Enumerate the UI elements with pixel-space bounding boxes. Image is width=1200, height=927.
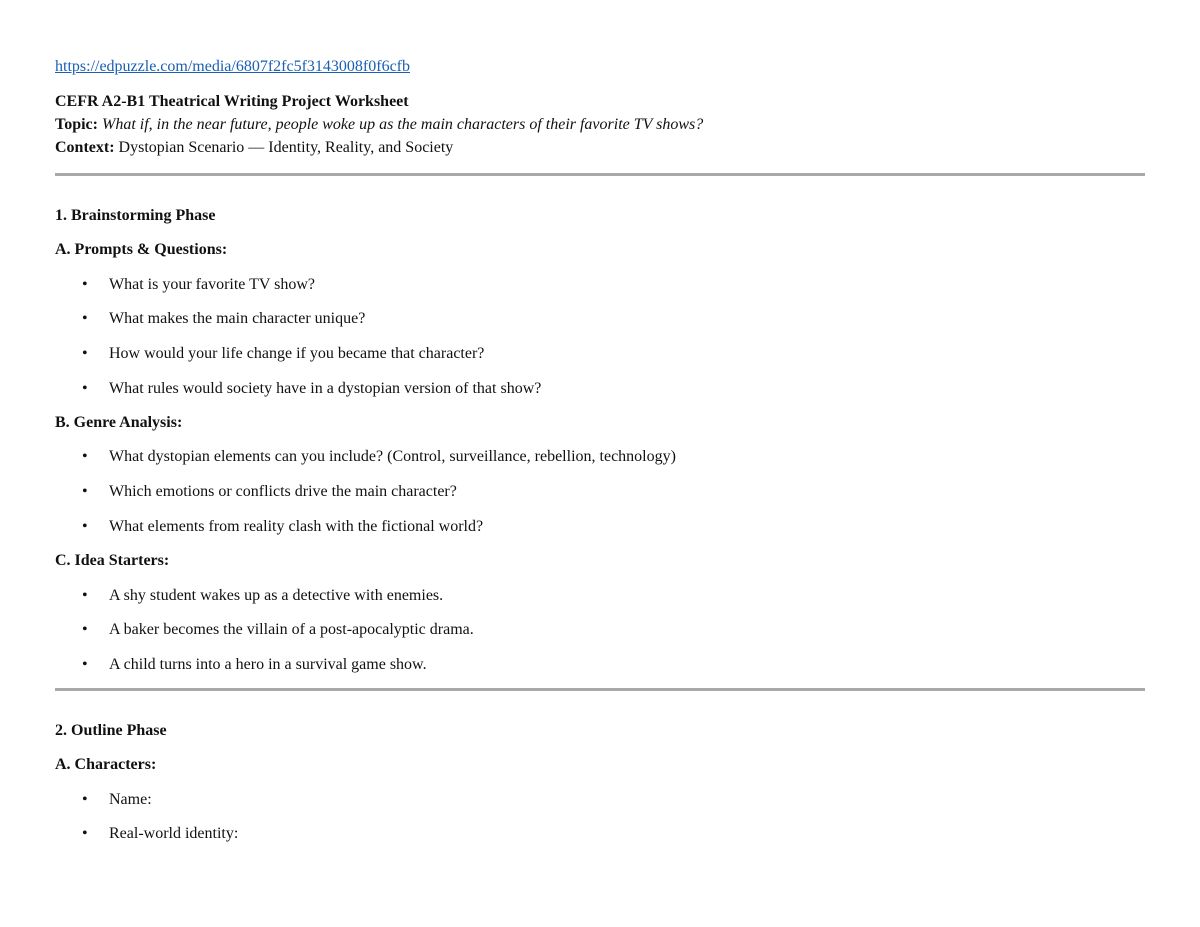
list-item: • A child turns into a hero in a survival game show. [55,654,1145,676]
worksheet-title: CEFR A2-B1 Theatrical Writing Project Worksheet [55,93,409,110]
topic-text: What if, in the near future, people woke up as the main characters of their favorite TV shows? [101,116,704,133]
worksheet-page [55,56,1145,845]
list-item: • What makes the main character unique? [55,308,1145,330]
topic-line [55,113,1145,136]
prompts-list [55,274,1145,400]
list-item: • What rules would society have in a dystopian version of that show? [55,378,1145,400]
list-item: • A shy student wakes up as a detective with enemies. [55,585,1145,607]
bullet-icon: • [82,517,88,535]
list-item: • Real-world identity: [55,823,1145,845]
bullet-icon: • [82,621,88,639]
bullet-icon: • [82,345,88,363]
list-item: • Which emotions or conflicts drive the main character? [55,481,1145,503]
subsection-characters-title: A. Characters: [55,755,157,773]
section-outline-title: 2. Outline Phase [55,721,167,739]
divider [55,688,1145,691]
subsection-ideas-title: C. Idea Starters: [55,551,170,569]
bullet-icon: • [82,275,88,293]
characters-list [55,789,1145,846]
edpuzzle-link[interactable]: https://edpuzzle.com/media/6807f2fc5f3143008f0f6cfb [55,58,411,75]
list-item: • How would your life change if you became that character? [55,343,1145,365]
list-item: • What dystopian elements can you include? (Control, surveillance, rebellion, technology) [55,446,1145,468]
divider [55,173,1145,176]
bullet-icon: • [82,790,88,808]
subsection-genre-title: B. Genre Analysis: [55,413,183,431]
context-label: Context: [55,139,115,156]
section-brainstorming-title: 1. Brainstorming Phase [55,207,216,224]
context-text: Dystopian Scenario — Identity, Reality, and Society [118,139,454,156]
list-item: • What is your favorite TV show? [55,274,1145,296]
bullet-icon: • [82,310,88,328]
ideas-list [55,585,1145,676]
context-line [55,136,1145,159]
list-item: • Name: [55,789,1145,811]
topic-label: Topic: [55,116,98,133]
bullet-icon: • [82,379,88,397]
bullet-icon: • [82,586,88,604]
bullet-icon: • [82,483,88,501]
list-item: • What elements from reality clash with the fictional world? [55,516,1145,538]
genre-list [55,446,1145,537]
bullet-icon: • [82,655,88,673]
bullet-icon: • [82,825,88,843]
bullet-icon: • [82,448,88,466]
subsection-prompts-title: A. Prompts & Questions: [55,241,228,258]
list-item: • A baker becomes the villain of a post-apocalyptic drama. [55,619,1145,641]
